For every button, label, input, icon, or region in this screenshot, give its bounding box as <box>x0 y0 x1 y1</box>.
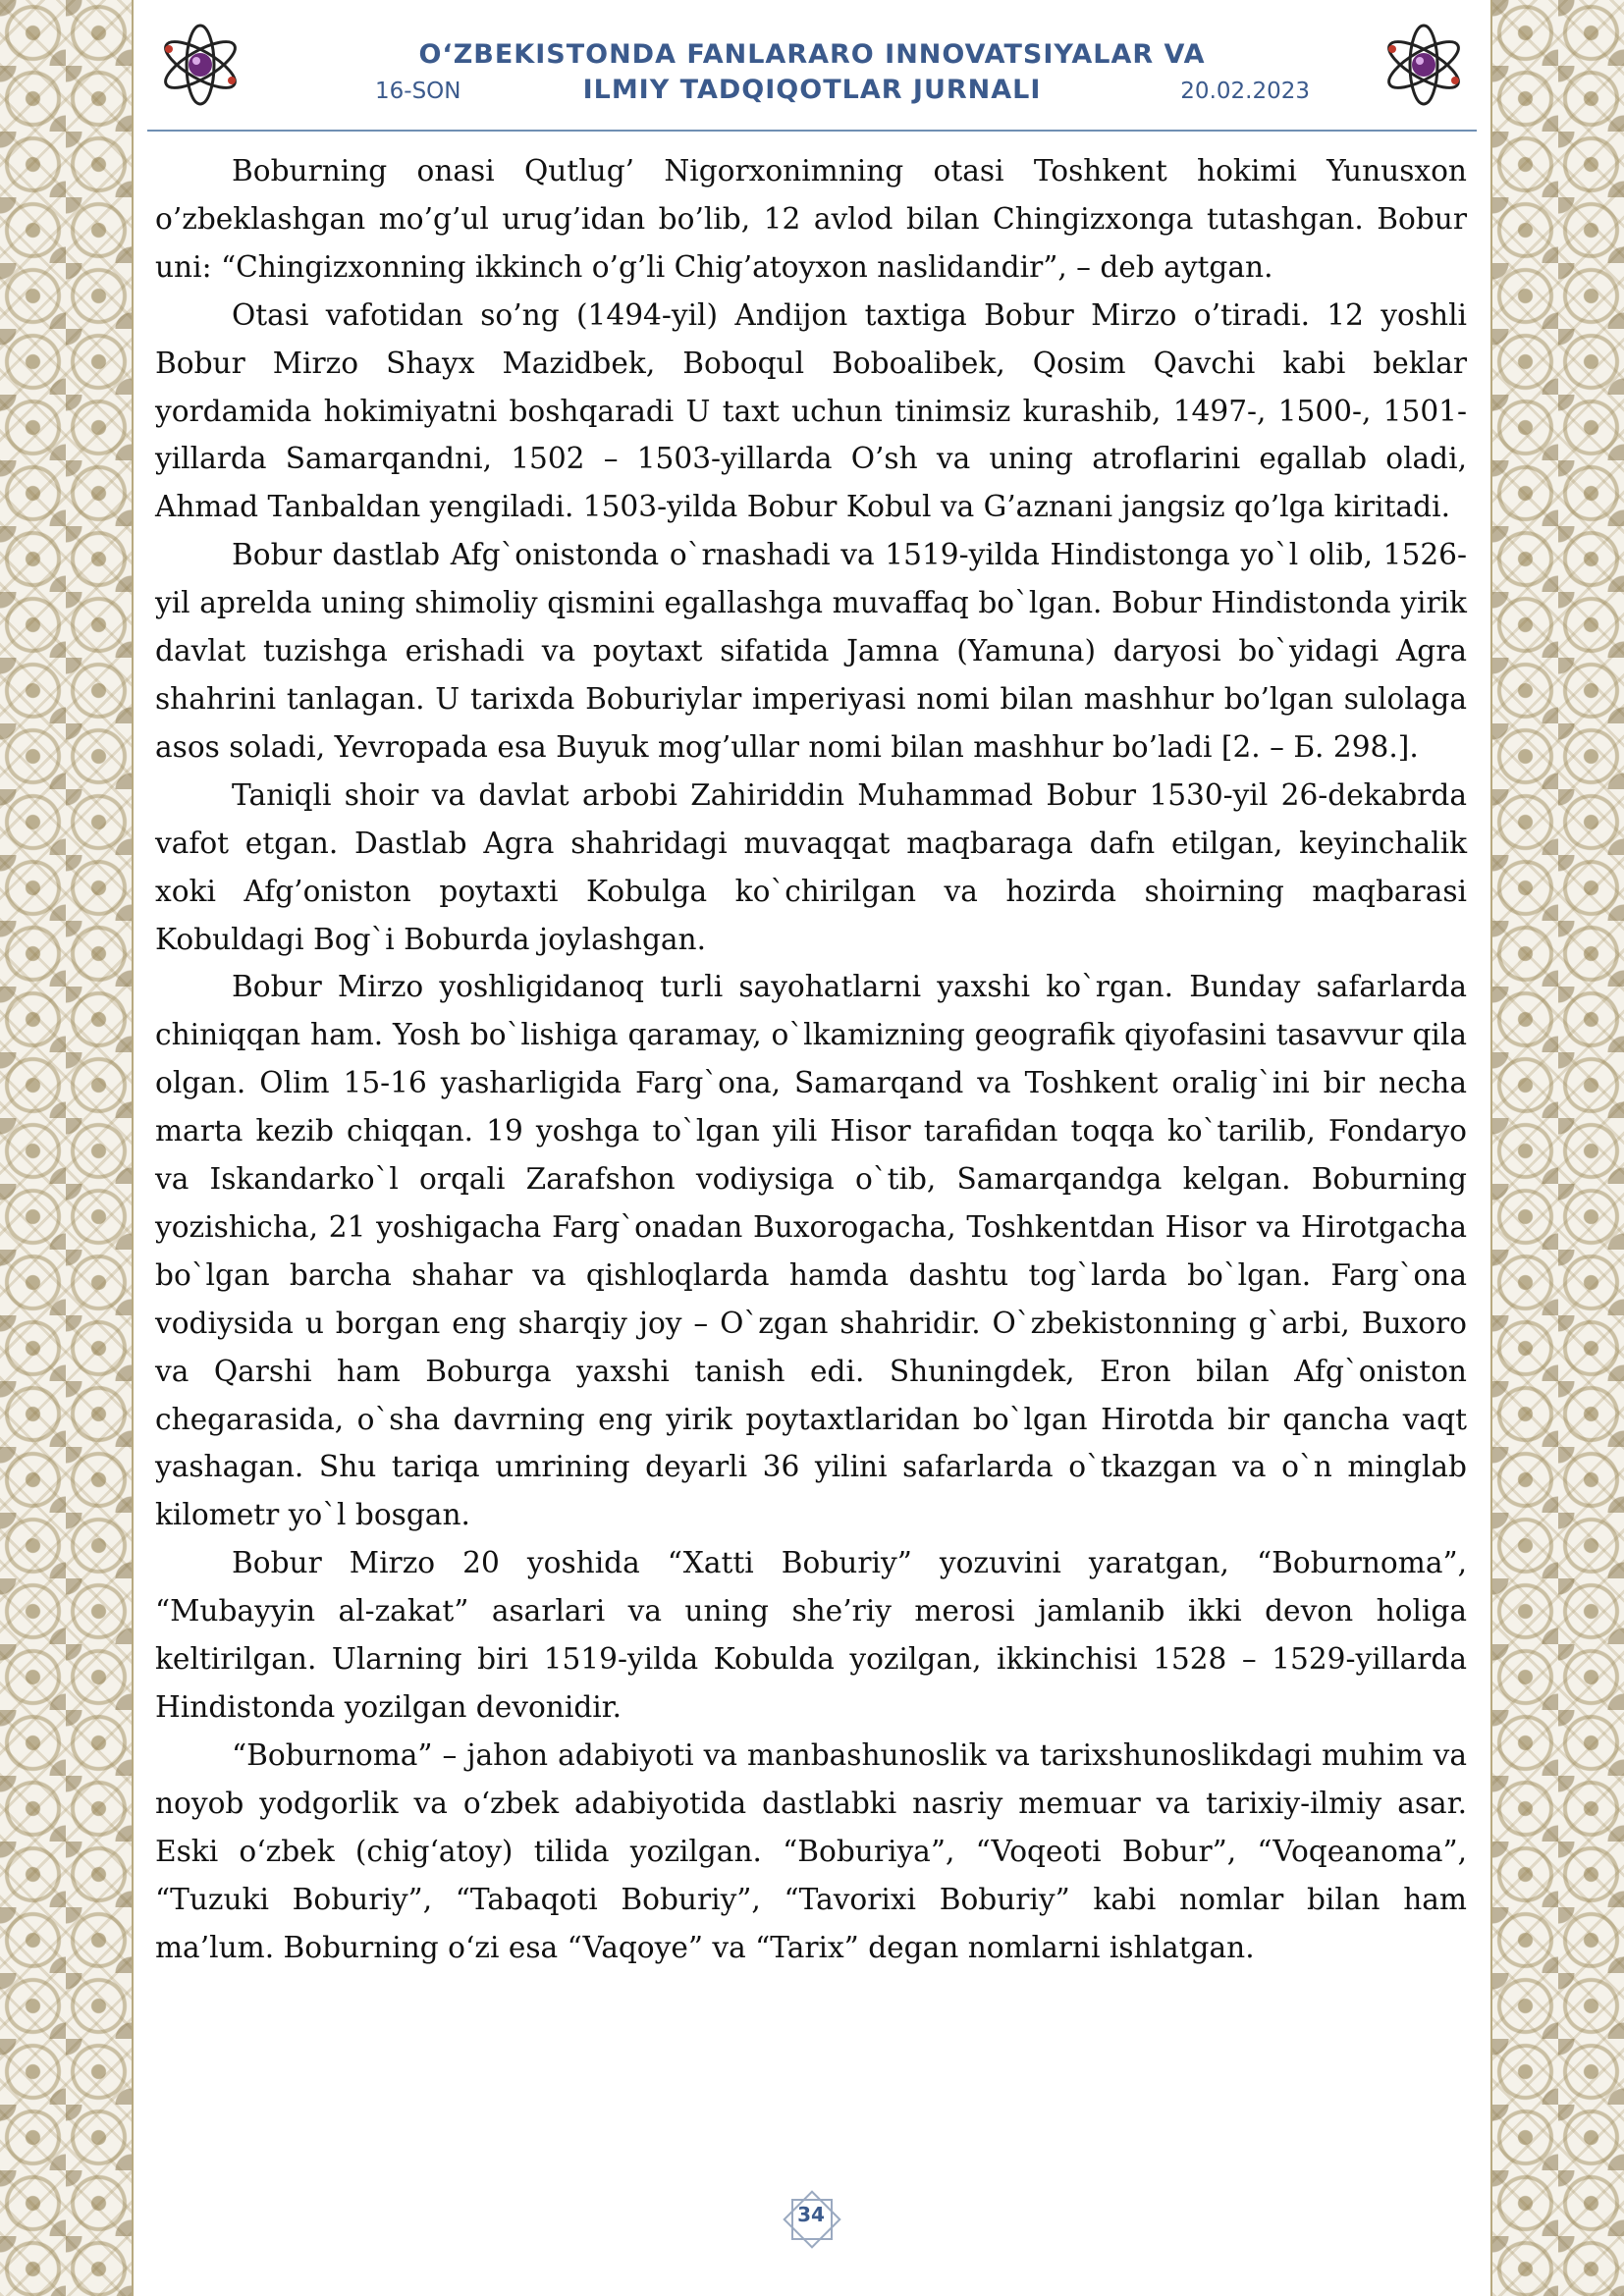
page-number: 34 <box>797 2203 825 2226</box>
issue-date: 20.02.2023 <box>1180 79 1310 104</box>
atom-logo-icon <box>1379 20 1469 110</box>
journal-title-line1: O‘ZBEKISTONDA FANLARARO INNOVATSIYALAR VA <box>418 39 1206 70</box>
paragraph: Bobur dastlab Afg`onistonda o`rnashadi va 1519-yilda Hindistonga yo`l olib, 1526-yil aprelda uning shimoliy qismini egallashga muvaffaq bo`lgan. Bobur Hindistonda yirik davlat tuzishga erishadi va poytaxt sifatida Jamna (Yamuna) daryosi bo`yidagi Agra shahrini tanlagan. U tarixda Boburiylar imperiyasi nomi bilan mashhur bo’lgan sulolaga asos soladi, Yevropada esa Buyuk mog’ullar nomi bilan mashhur bo’ladi [2. – Б. 298.]. <box>155 538 1467 764</box>
article-body <box>155 147 1467 1971</box>
issue-number: 16-SON <box>375 79 461 104</box>
ornamental-border-left <box>0 0 134 2296</box>
paragraph: Otasi vafotidan so’ng (1494-yil) Andijon taxtiga Bobur Mirzo o’tiradi. 12 yoshli Bobur Mirzo Shayx Mazidbek, Boboqul Boboalibek, Qosim Qavchi kabi beklar yordamida hokimiyatni boshqaradi U taxt uchun tinimsiz kurashib, 1497-, 1500-, 1501-yillarda Samarqandni, 1502 – 1503-yillarda O’sh va uning atroflarini egallab oladi, Ahmad Tanbaldan yengiladi. 1503-yilda Bobur Kobul va G’aznani jangsiz qo’lga kiritadi. <box>155 297 1467 524</box>
ornamental-border-right <box>1490 0 1624 2296</box>
paragraph: Bobur Mirzo 20 yoshida “Xatti Boburiy” yozuvini yaratgan, “Boburnoma”, “Mubayyin al-zakat” asarlari va uning she’riy merosi jamlanib ikki devon holiga keltirilgan. Ularning biri 1519-yilda Kobulda yozilgan, ikkinchisi 1528 – 1529-yillarda Hindistonda yozilgan devonidir. <box>155 1546 1467 1724</box>
page-number-badge <box>778 2185 844 2252</box>
paragraph: Taniqli shoir va davlat arbobi Zahiriddin Muhammad Bobur 1530-yil 26-dekabrda vafot etgan. Dastlab Agra shahridagi muvaqqat maqbaraga dafn etilgan, keyinchalik xoki Afg’oniston poytaxti Kobulga ko`chirilgan va hozirda shoirning maqbarasi Kobuldagi Bog`i Boburda joylashgan. <box>155 777 1467 956</box>
paragraph: Boburning onasi Qutlug’ Nigorxonimning otasi Toshkent hokimi Yunusxon o’zbeklashgan mo’g’ul urug’idan bo’lib, 12 avlod bilan Chingizxonga tutashgan. Bobur uni: “Chingizxonning ikkinch o’g’li Chig’atoyxon naslidandir”, – deb aytgan. <box>155 154 1467 284</box>
paragraph: “Boburnoma” – jahon adabiyoti va manbashunoslik va tarixshunoslikdagi muhim va noyob yodgorlik va o‘zbek adabiyotida dastlabki nasriy memuar va tarixiy-ilmiy asar. Eski o‘zbek (chig‘atoy) tilida yozilgan. “Boburiya”, “Voqeoti Bobur”, “Voqeanoma”, “Tuzuki Boburiy”, “Tabaqoti Boburiy”, “Tavorixi Boburiy” kabi nomlar bilan ham ma’lum. Boburning o‘zi esa “Vaqoye” va “Tarix” degan nomlarni ishlatgan. <box>155 1737 1467 1964</box>
journal-title-line2: ILMIY TADQIQOTLAR JURNALI <box>582 75 1042 105</box>
paragraph: Bobur Mirzo yoshligidanoq turli sayohatlarni yaxshi ko`rgan. Bunday safarlarda chiniqqan ham. Yosh bo`lishiga qaramay, o`lkamizning geografik qiyofasini tasavvur qila olgan. Olim 15-16 yasharligida Farg`ona, Samarqand va Toshkent oralig`ini bir necha marta kezib chiqqan. 19 yoshga to`lgan yili Hisor tarafidan toqqa ko`tarilib, Fondaryo va Iskandarko`l orqali Zarafshon vodiysiga o`tib, Samarqandga kelgan. Boburning yozishicha, 21 yoshigacha Farg`onadan Buxorogacha, Toshkentdan Hisor va Hirotgacha bo`lgan barcha shahar va qishloqlarda hamda dashtu tog`larda bo`lgan. Farg`ona vodiysida u borgan eng sharqiy joy – O`zgan shahridir. O`zbekistonning g`arbi, Buxoro va Qarshi ham Boburga yaxshi tanish edi. Shuningdek, Eron bilan Afg`oniston chegarasida, o`sha davrning eng yirik poytaxtlaridan bo`lgan Hirotda bir qancha vaqt yashagan. Shu tariqa umrining deyarli 36 yilini safarlarda o`tkazgan va o`n minglab kilometr yo`l bosgan. <box>155 970 1467 1532</box>
journal-header <box>147 14 1477 132</box>
